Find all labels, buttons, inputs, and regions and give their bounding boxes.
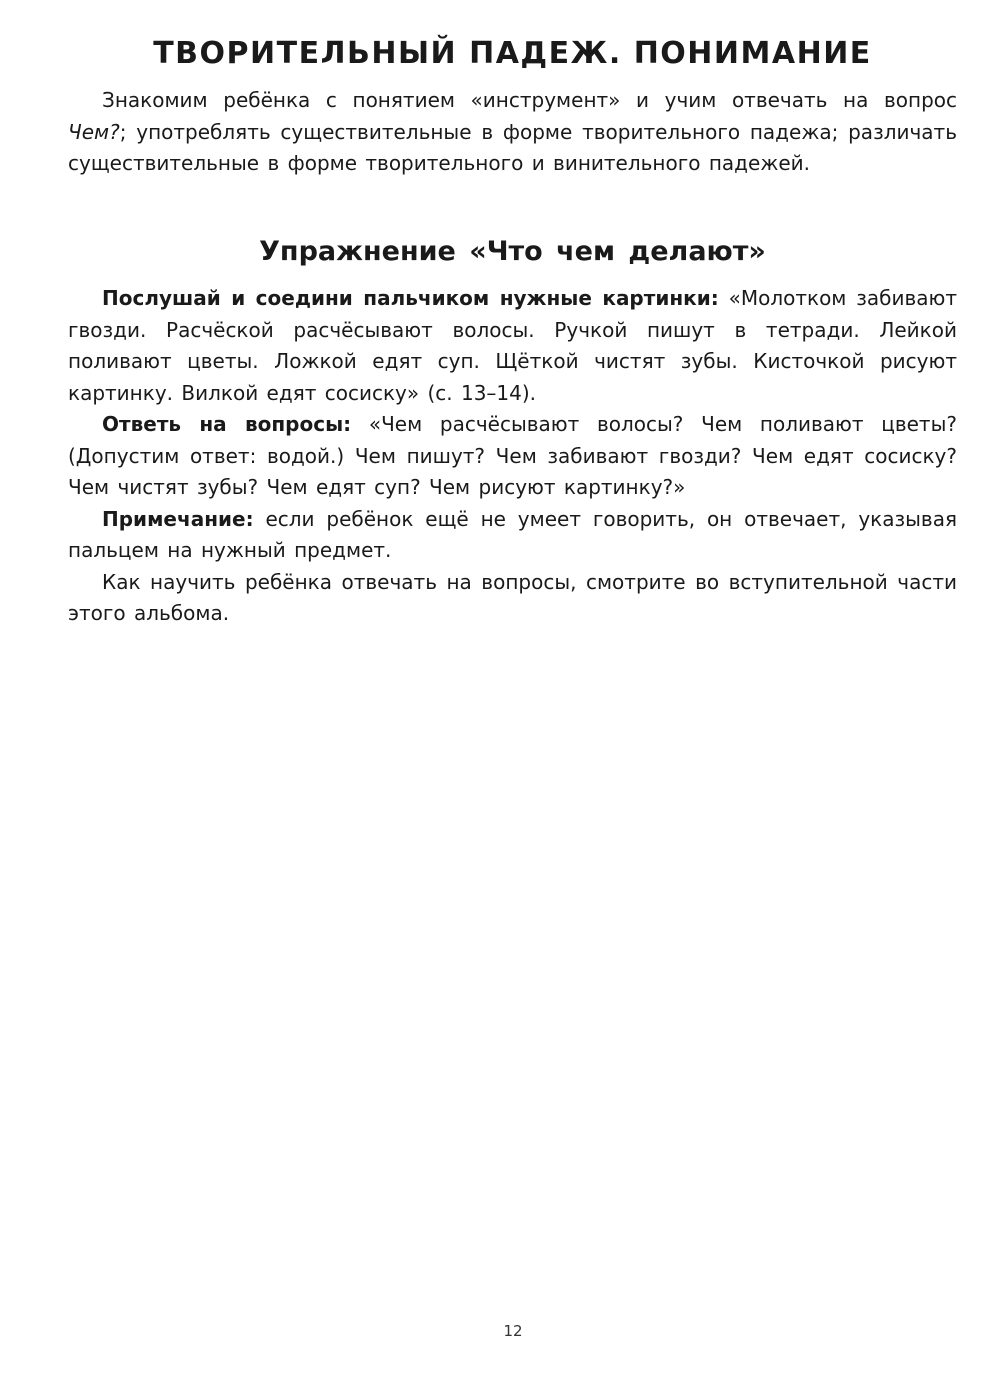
page-title: ТВОРИТЕЛЬНЫЙ ПАДЕЖ. ПОНИМАНИЕ [153, 36, 872, 71]
paragraph-questions [68, 409, 957, 504]
page-number: 12 [503, 1322, 523, 1340]
paragraph-text: Как научить ребёнка отвечать на вопросы, смотрите во вступительной части этого альбома. [68, 569, 957, 625]
paragraph-lead: Послушай и соедини пальчиком нужные картинки: [102, 286, 719, 310]
exercise-title: Упражнение «Что чем делают» [259, 236, 766, 267]
paragraph-reference [68, 567, 957, 630]
paragraph-note [68, 504, 957, 567]
paragraph-lead: Ответь на вопросы: [102, 412, 352, 436]
intro-text: Знакомим ребёнка с понятием «инструмент» и учим отвечать на вопрос [102, 88, 957, 112]
intro-italic: Чем? [68, 119, 120, 144]
exercise-body [68, 283, 957, 630]
paragraph-text: «Молотком забивают гвозди. Расчёской расчёсывают волосы. Ручкой пишут в тетради. Лейкой поливают цветы. Ложкой едят суп. Щёткой чистят зубы. Кисточкой рисуют картинку. Вилкой едят сосиску» (с. 13–14). [68, 286, 957, 405]
paragraph-text: «Чем расчёсывают волосы? Чем поливают цветы? (Допустим ответ: водой.) Чем пишут? Чем забивают гвозди? Чем едят сосиску? Чем чистят зубы? Чем едят суп? Чем рисуют картинку?» [68, 412, 957, 499]
paragraph-instructions [68, 283, 957, 409]
intro-section [68, 85, 957, 180]
paragraph-lead: Примечание: [102, 506, 254, 531]
intro-text-end: ; употреблять существительные в форме творительного падежа; различать существительные в форме творительного и винительного падежей. [68, 119, 957, 175]
intro-paragraph [68, 85, 957, 180]
paragraph-text: если ребёнок ещё не умеет говорить, он отвечает, указывая пальцем на нужный предмет. [68, 506, 957, 562]
